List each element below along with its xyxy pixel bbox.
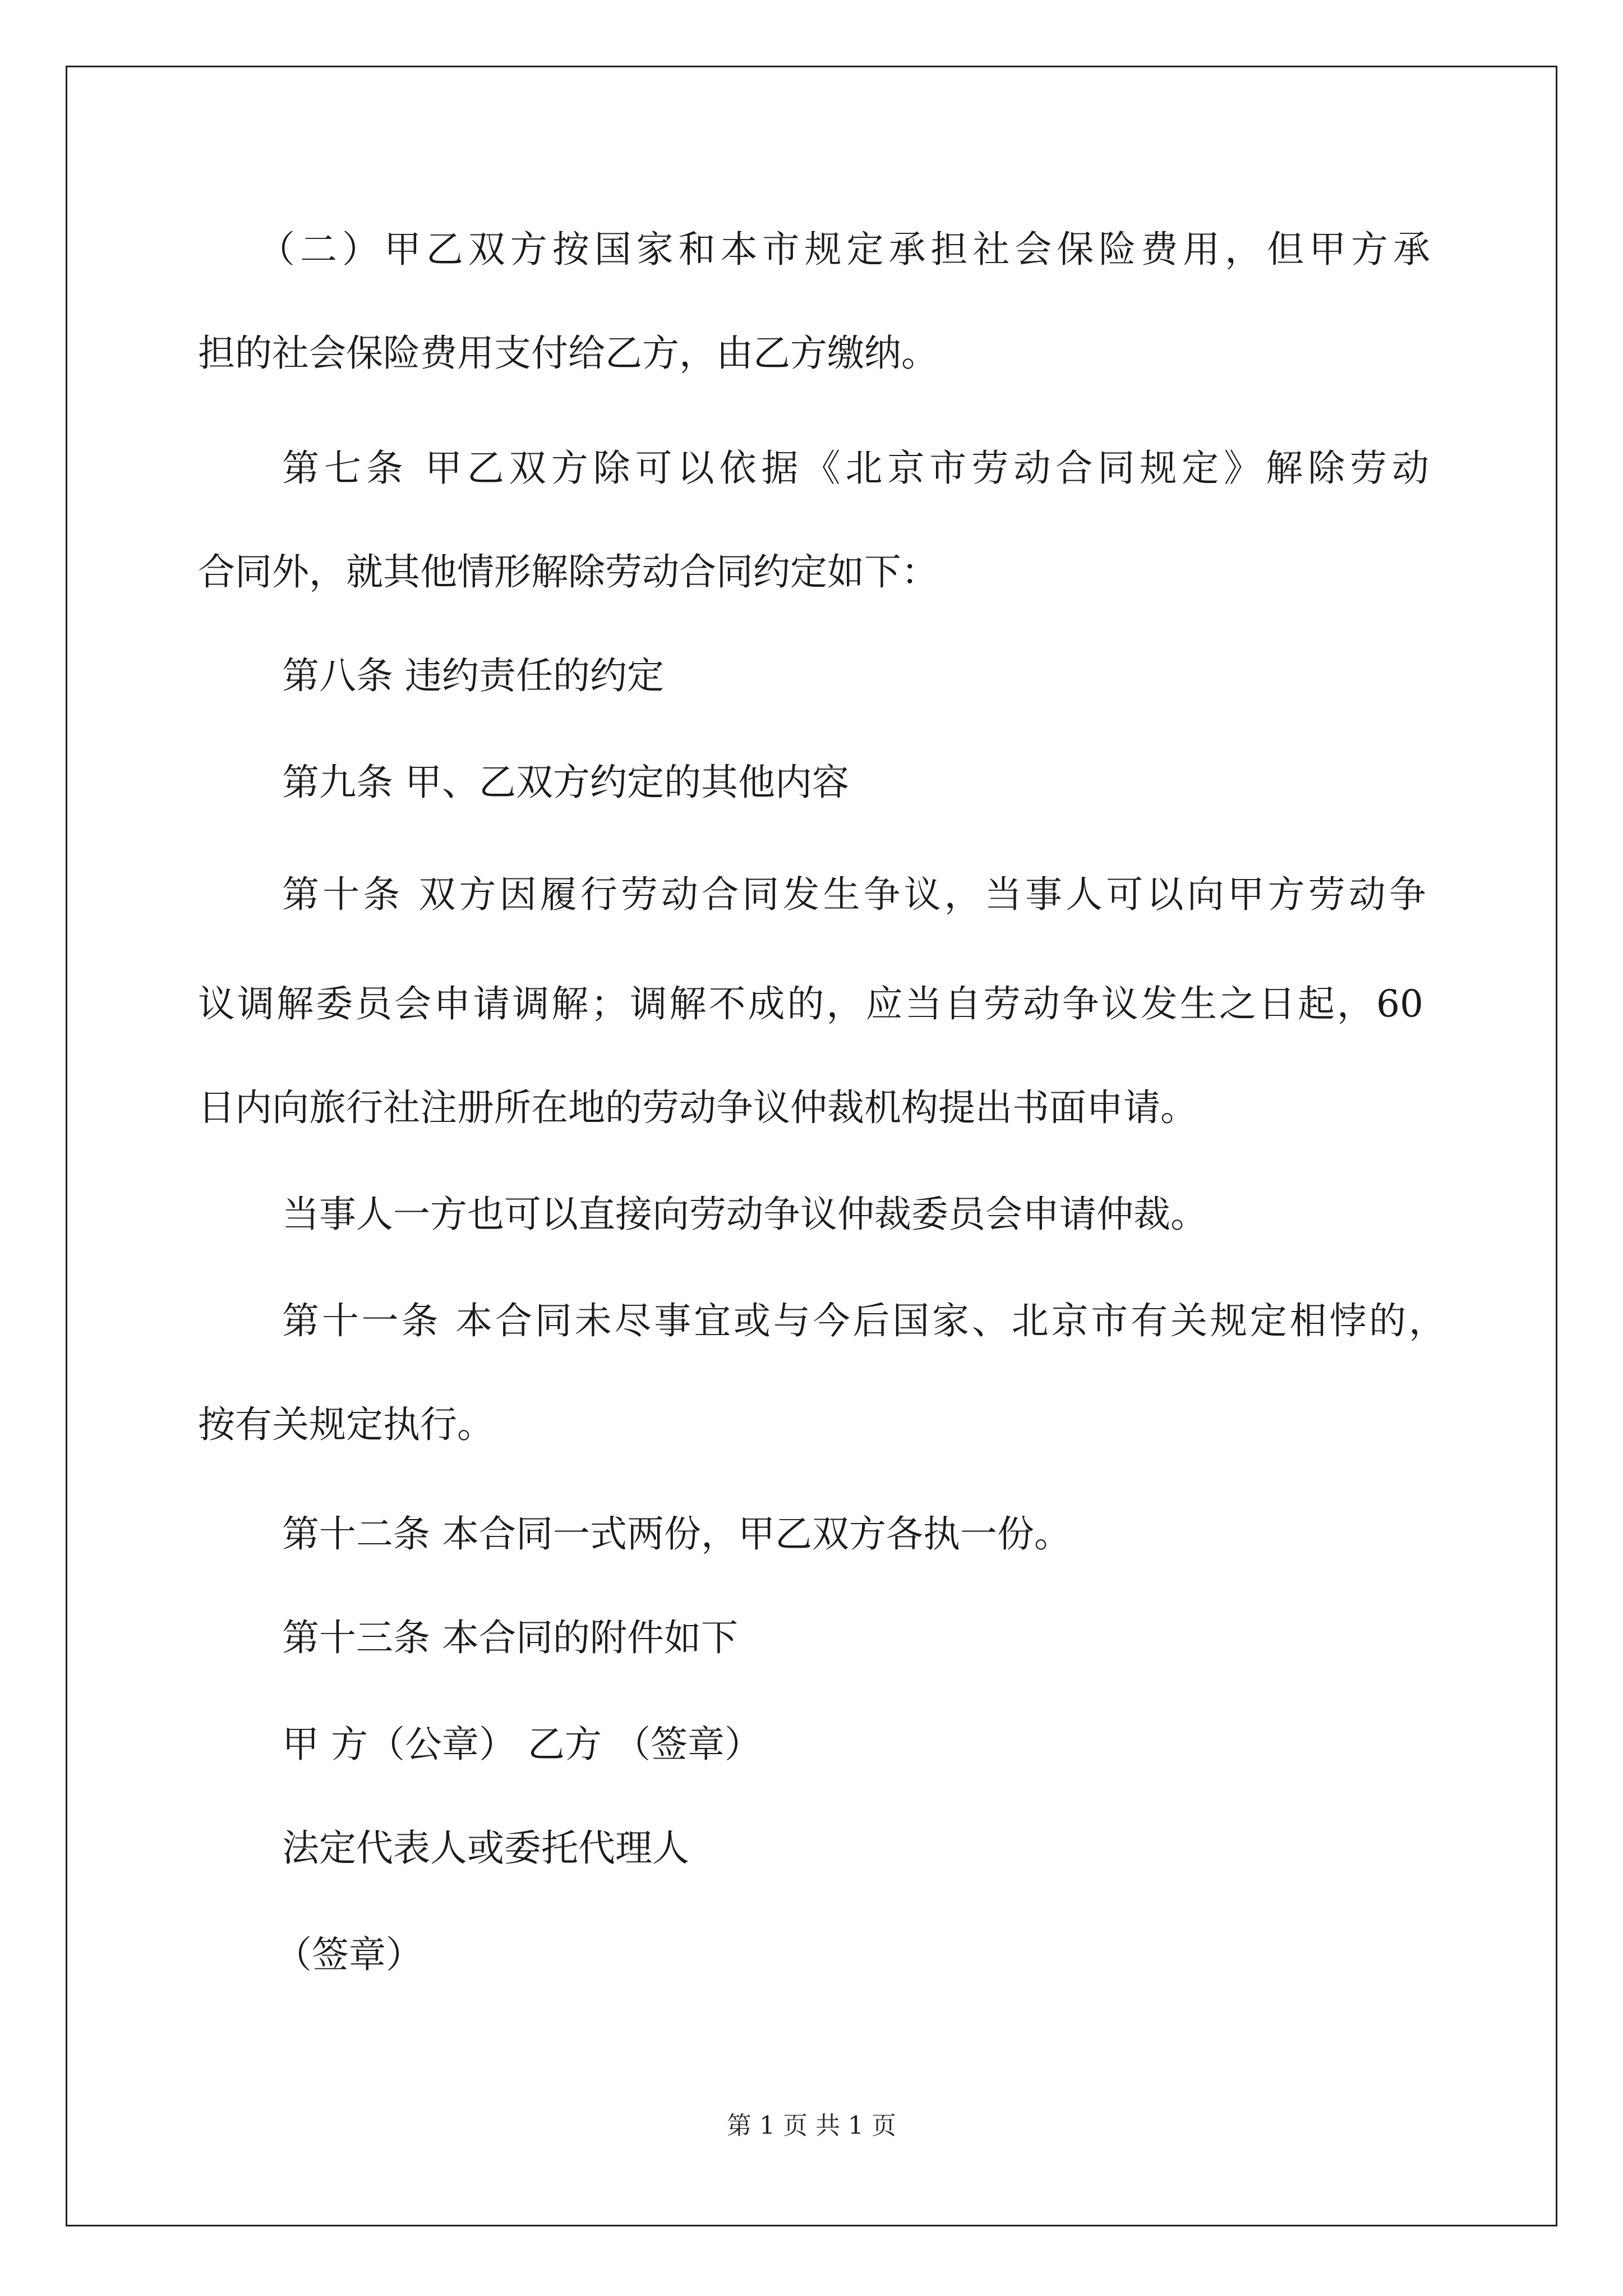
page-number-footer: 第 1 页 共 1 页 [727,2111,896,2140]
text-line-10: 当事人一方也可以直接向劳动争议仲裁委员会申请仲裁。 [282,1193,1207,1236]
text-line-5: 第八条 违约责任的约定 [282,654,664,697]
text-line-13: 第十二条 本合同一式两份，甲乙双方各执一份。 [282,1512,1071,1556]
signature-line-seal: （签章） [275,1933,423,1976]
text-line-2: 担的社会保险费用支付给乙方，由乙方缴纳。 [198,332,938,375]
text-line-8: 议调解委员会申请调解；调解不成的，应当自劳动争议发生之日起，60 [198,982,1423,1025]
text-line-11: 第十一条 本合同未尽事宜或与今后国家、北京市有关规定相悖的， [282,1299,1446,1342]
signature-line-parties: 甲 方（公章） 乙方 （签章） [282,1723,762,1766]
text-line-14: 第十三条 本合同的附件如下 [282,1616,738,1659]
text-line-7: 第十条 双方因履行劳动合同发生争议，当事人可以向甲方劳动争 [282,873,1426,916]
text-line-9: 日内向旅行社注册所在地的劳动争议仲裁机构提出书面申请。 [198,1086,1197,1129]
text-line-12: 按有关规定执行。 [198,1403,494,1446]
signature-line-representative: 法定代表人或委托代理人 [282,1826,689,1870]
page-border [66,66,1557,2226]
text-line-4: 合同外，就其他情形解除劳动合同约定如下： [198,550,938,593]
text-line-6: 第九条 甲、乙双方约定的其他内容 [282,761,849,804]
text-line-1: （二）甲乙双方按国家和本市规定承担社会保险费用，但甲方承 [258,228,1430,271]
text-line-3: 第七条 甲乙双方除可以依据《北京市劳动合同规定》解除劳动 [282,447,1429,490]
